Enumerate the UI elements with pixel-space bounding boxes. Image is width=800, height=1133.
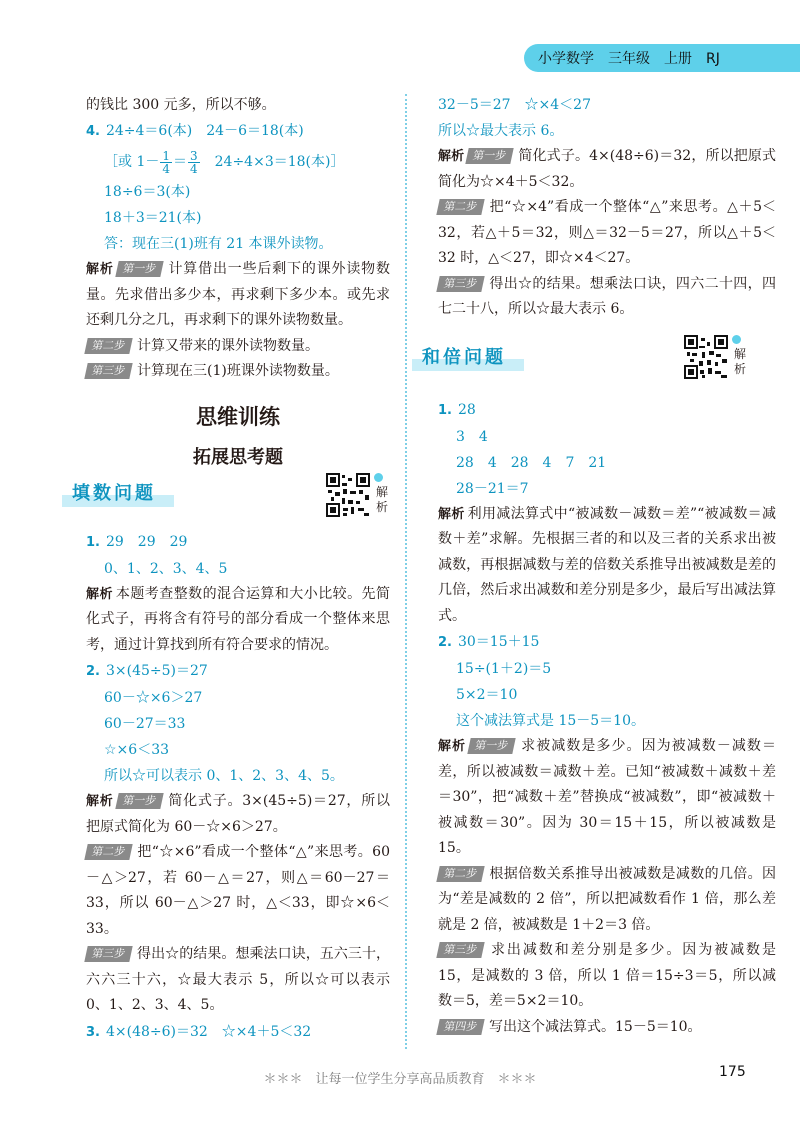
qr-code-icon[interactable] [684, 335, 728, 379]
answer-text: 30＝15＋15 [457, 634, 540, 650]
answer-line: 答：现在三(1)班有 21 本课外读物。 [104, 236, 333, 252]
analysis-tag: 解析 [86, 586, 113, 602]
step-badge: 第一步 [115, 261, 163, 277]
answer-line: ☆×6＜33 [104, 742, 170, 758]
analysis-tag: 解析 [86, 262, 114, 277]
analysis-paragraph [438, 502, 776, 630]
step-badge: 第二步 [436, 866, 484, 882]
answer-line: 28 4 28 4 7 21 [456, 454, 607, 471]
analysis-tag: 解析 [438, 506, 465, 522]
step-badge: 第三步 [84, 363, 132, 379]
topic-header [422, 329, 776, 393]
answer-line: 这个减法算式是 15－5＝10。 [456, 713, 645, 729]
answer-line: 0、1、2、3、4、5 [104, 560, 228, 577]
analysis-text: 求出减数和差分别是多少。因为被减数是 15，是减数的 3 倍，所以 1 倍＝15÷3＝5，所以减数＝5，差＝5×2＝10。 [438, 942, 776, 1009]
analysis-paragraph [86, 582, 390, 659]
qr-badge-icon [732, 335, 741, 344]
qr-label: 解析 [734, 346, 747, 376]
qr-badge-icon [374, 473, 383, 482]
analysis-paragraph [86, 359, 390, 385]
analysis-text: 把“☆×4”看成一个整体“△”来思考。△＋5＜32，若△＋5＝32，则△＝32－5＝27，所以△＋5＜32 时，△＜27，即☆×4＜27。 [438, 199, 776, 266]
answer-line [86, 658, 390, 685]
analysis-tag: 解析 [86, 794, 114, 809]
fraction-numerator: 3 [190, 148, 198, 163]
answer-line [86, 145, 390, 179]
analysis-text: 得出☆的结果。想乘法口诀，四六二十四，四七二十八，所以☆最大表示 6。 [438, 275, 776, 317]
topic-header [72, 469, 390, 523]
book-header-label: 小学数学 三年级 上册 RJ [538, 51, 720, 67]
analysis-text: 计算现在三(1)班课外读物数量。 [137, 363, 339, 379]
answer-line: 32－5＝27 ☆×4＜27 [438, 97, 591, 113]
analysis-tag: 解析 [438, 739, 467, 754]
question-number: 4. [86, 124, 100, 139]
analysis-text: 得出☆的结果。想乘法口诀，五六三十，六六三十六，☆最大表示 5，所以☆可以表示 0、1、2、3、4、5。 [86, 946, 390, 1013]
analysis-paragraph [438, 734, 776, 862]
analysis-text: 把“☆×6”看成一个整体“△”来思考。60－△＞27，若 60－△＝27，则△＝60－27＝33，所以 60－△＞27 时，△＜33，即☆×6＜33。 [86, 844, 390, 937]
question-number: 2. [86, 664, 100, 679]
analysis-paragraph [86, 840, 390, 942]
answer-line: 18＋3＝21(本) [104, 210, 202, 226]
page-number: 175 [719, 1064, 746, 1080]
step-badge: 第三步 [84, 946, 132, 962]
analysis-paragraph [86, 257, 390, 334]
book-header-bar [524, 44, 800, 72]
answer-text: 24÷4＝6(本) 24－6＝18(本) [105, 123, 304, 139]
analysis-text: 根据倍数关系推导出被减数是减数的几倍。因为“差是减数的 2 倍”，所以把减数看作 1 倍，那么差就是 2 倍，被减数是 1＋2＝3 倍。 [438, 865, 776, 933]
qr-label: 解析 [376, 484, 389, 514]
section-subtitle: 拓展思考题 [193, 446, 283, 468]
answer-line [86, 1019, 390, 1046]
answer-text: 4×(48÷6)＝32 ☆×4＋5＜32 [105, 1023, 312, 1040]
answer-line [86, 529, 390, 556]
answer-line: 所以☆最大表示 6。 [438, 123, 564, 139]
answer-text: ［或 1－ [104, 154, 160, 170]
analysis-paragraph [438, 1015, 776, 1041]
answer-text: 3×(45÷5)＝27 [105, 663, 208, 679]
fraction-denominator: 4 [162, 161, 170, 176]
answer-line: 28－21＝7 [456, 480, 529, 497]
step-badge: 第三步 [436, 942, 484, 958]
analysis-paragraph [86, 334, 390, 360]
step-badge: 第二步 [84, 338, 132, 354]
answer-line: 18÷6＝3(本) [104, 184, 191, 200]
answer-line: 60－☆×6＞27 [104, 690, 203, 706]
answer-text: 29 29 29 [105, 533, 188, 550]
fraction-denominator: 4 [190, 161, 198, 176]
answer-line [438, 397, 776, 424]
step-badge: 第一步 [115, 793, 163, 809]
left-column [72, 92, 390, 1046]
analysis-paragraph [438, 272, 776, 323]
analysis-paragraph [438, 862, 776, 939]
analysis-paragraph [438, 144, 776, 195]
analysis-text: 本题考查整数的混合运算和大小比较。先简化式子，再将含有符号的部分看成一个整体来思考，通过计算找到所有符合要求的情况。 [86, 585, 390, 653]
analysis-paragraph [438, 195, 776, 272]
text-line: 的钱比 300 元多，所以不够。 [86, 97, 276, 113]
step-badge: 第一步 [466, 148, 514, 164]
answer-line [438, 629, 776, 656]
analysis-text: 简化式子。4×(48÷6)＝32，所以把原式简化为☆×4＋5＜32。 [438, 148, 776, 190]
analysis-text: 简化式子。3×(45÷5)＝27，所以把原式简化为 60－☆×6＞27。 [86, 793, 390, 835]
question-number: 3. [86, 1024, 100, 1040]
qr-code-icon[interactable] [326, 473, 370, 517]
step-badge: 第四步 [436, 1019, 484, 1035]
answer-text: 28 [457, 401, 476, 418]
answer-text: ＝ [173, 154, 187, 170]
answer-text: 24÷4×3＝18(本)］ [200, 154, 345, 170]
step-badge: 第二步 [84, 844, 132, 860]
analysis-text: 利用减法算式中“被减数－减数＝差”“被减数＝减数＋差”求解。先根据三者的和以及三者的关系求出被减数，再根据减数与差的倍数关系推导出被减数是差的几倍，然后求出减数和差分别是多少，最后写出减法算式。 [438, 505, 776, 624]
analysis-paragraph [438, 938, 776, 1015]
answer-line: 5×2＝10 [456, 687, 518, 703]
question-number: 1. [86, 534, 100, 550]
step-badge: 第一步 [467, 738, 515, 754]
topic-title: 填数问题 [62, 477, 166, 507]
column-divider [405, 94, 407, 1049]
answer-line: 15÷(1＋2)＝5 [456, 661, 552, 677]
analysis-text: 计算又带来的课外读物数量。 [137, 337, 319, 354]
footer-slogan: ＊＊＊ 让每一位学生分享高品质教育 ＊＊＊ [263, 1072, 537, 1087]
step-badge: 第二步 [436, 199, 484, 215]
answer-line: 60－27＝33 [104, 716, 186, 732]
analysis-text: 写出这个减法算式。15－5＝10。 [489, 1018, 702, 1035]
right-column [422, 92, 776, 1040]
answer-line: 3 4 [456, 428, 488, 445]
analysis-paragraph [86, 942, 390, 1019]
section-title: 思维训练 [196, 404, 280, 429]
fraction [188, 150, 200, 175]
answer-line [86, 118, 390, 145]
fraction-numerator: 1 [162, 148, 170, 163]
step-badge: 第三步 [436, 276, 484, 292]
topic-title: 和倍问题 [412, 341, 516, 371]
analysis-text: 计算借出一些后剩下的课外读物数量。先求借出多少本，再求剩下多少本。或先求还剩几分之几，再求剩下的课外读物数量。 [86, 261, 390, 328]
analysis-text: 求被减数是多少。因为被减数－减数＝差，所以被减数＝减数＋差。已知“被减数＋减数＋差＝30”，把“减数＋差”替换成“被减数”，即“被减数＋被减数＝30”。因为 30＝15＋15，所以被减数是 15。 [438, 738, 776, 856]
answer-line: 所以☆可以表示 0、1、2、3、4、5。 [104, 768, 344, 784]
fraction [160, 150, 172, 175]
analysis-paragraph [86, 789, 390, 840]
analysis-tag: 解析 [438, 149, 465, 164]
question-number: 1. [438, 402, 452, 418]
question-number: 2. [438, 635, 452, 650]
